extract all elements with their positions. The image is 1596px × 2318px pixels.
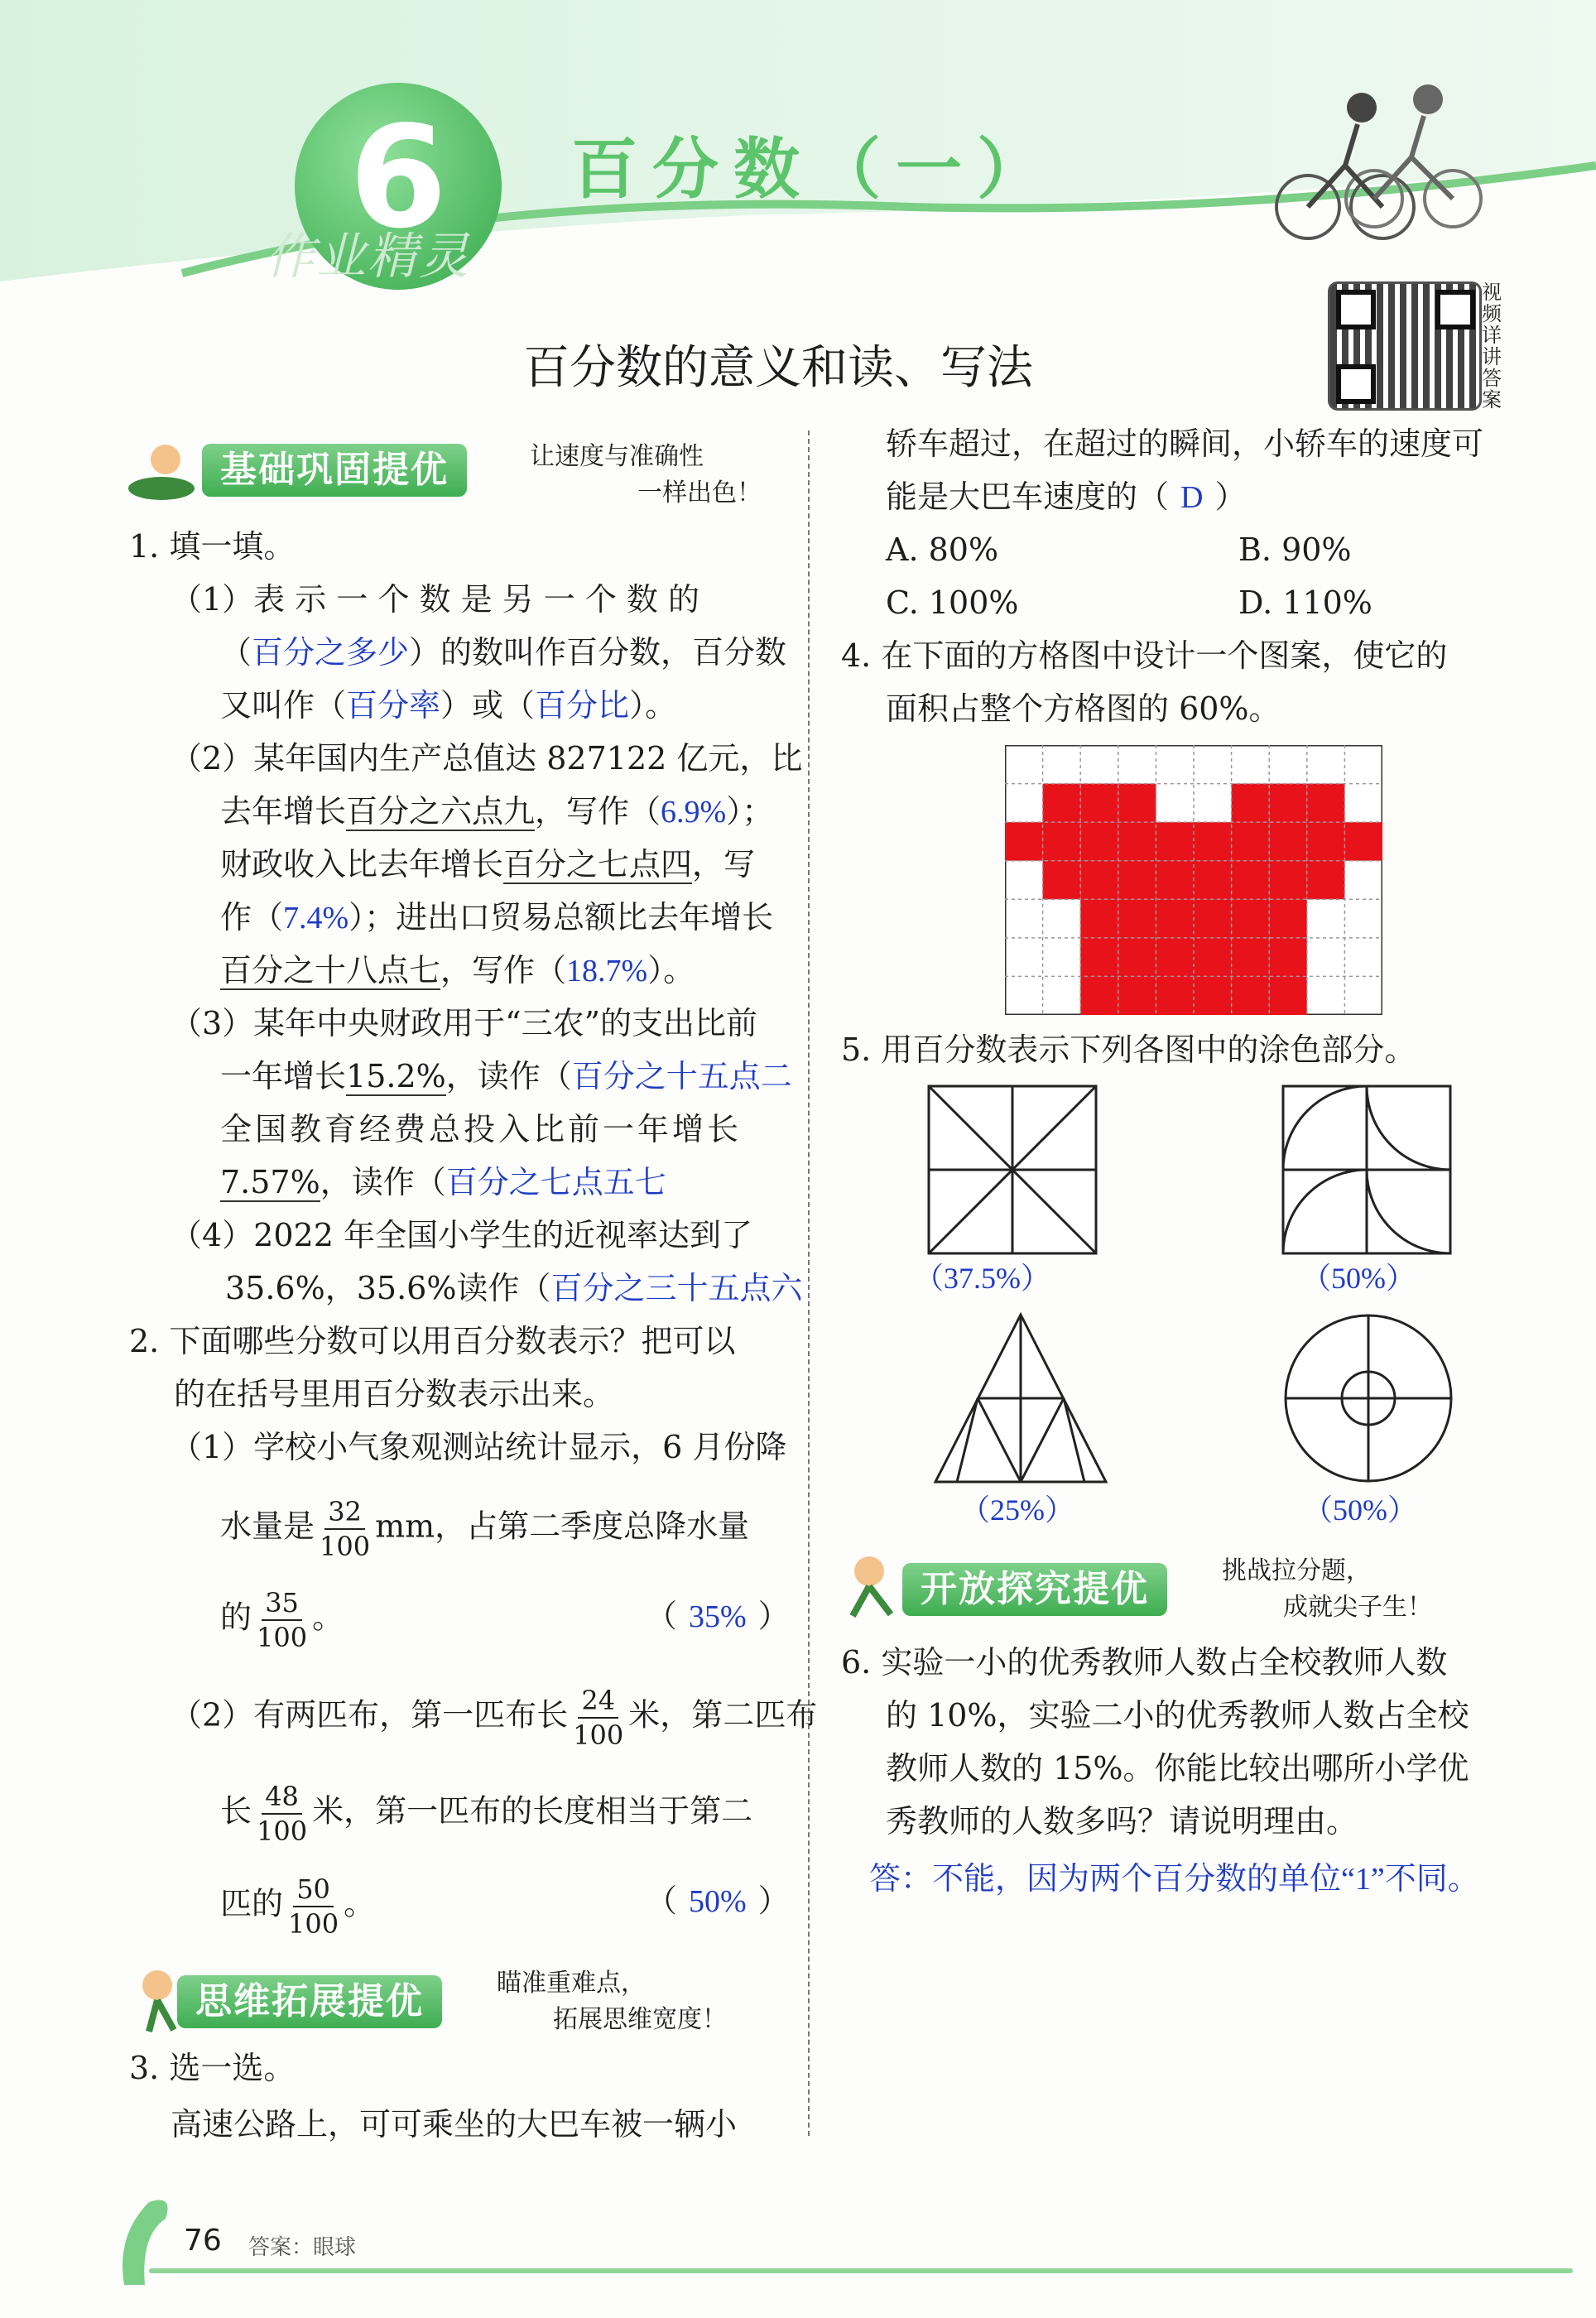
grid-cell-filled: [1232, 822, 1270, 861]
q3-option-c: C. 100%: [886, 584, 1019, 621]
fraction: $\frac{35}{100}$: [257, 1587, 308, 1653]
q1-stem: 1. 填一填。: [129, 528, 296, 565]
grid-cell-filled: [1043, 822, 1081, 861]
answer: 6.9%: [661, 795, 727, 830]
figure3-answer: （25%）: [960, 1493, 1074, 1527]
grid-cell-filled: [1043, 861, 1081, 900]
grid-cell-filled: [1194, 899, 1232, 938]
grid-cell-filled: [1307, 822, 1345, 861]
fraction: $\frac{50}{100}$: [288, 1873, 339, 1940]
q2-p1-line3: 的 $\frac{35}{100}$ 。: [220, 1587, 344, 1653]
grid-cell-filled: [1269, 938, 1307, 977]
figure2-answer: （50%）: [1301, 1262, 1416, 1295]
figure-concentric-circles: [1281, 1311, 1455, 1485]
section-open-title: 开放探究提优: [902, 1563, 1167, 1616]
grid-cell-filled: [1080, 784, 1118, 823]
grid-cell-filled: [1118, 899, 1156, 938]
grid-cell-filled: [1194, 822, 1232, 861]
q1-p1-line3: 又叫作（百分率）或（百分比）。: [220, 687, 677, 724]
q3-option-b: B. 90%: [1238, 531, 1352, 568]
q2-stem-line1: 2. 下面哪些分数可以用百分数表示？把可以: [129, 1323, 736, 1359]
grid-cell-filled: [1118, 784, 1156, 823]
grid-cell-filled: [1269, 899, 1307, 938]
chapter-number: 6: [349, 96, 448, 260]
grid-cell-filled: [1156, 938, 1194, 977]
answer: 百分之十五点二: [571, 1060, 792, 1094]
q1-p4-line2: 35.6%，35.6%读作（百分之三十五点六: [225, 1270, 803, 1306]
figure-square-arcs: [1281, 1084, 1452, 1255]
footer-note: 答案：眼球: [248, 2235, 357, 2260]
grid-cell-filled: [1344, 822, 1382, 861]
q6-answer: 答：不能，因为两个百分数的单位“1”不同。: [869, 1862, 1479, 1897]
q1-p2-line3: 财政收入比去年增长百分之七点四，写: [220, 846, 756, 882]
q3-line1: 高速公路上，可可乘坐的大巴车被一辆小: [171, 2106, 738, 2142]
grid-cell-filled: [1269, 822, 1307, 861]
grid-cell-filled: [1118, 938, 1156, 977]
q6-line4: 秀教师的人数多吗？请说明理由。: [886, 1803, 1358, 1839]
section-basic-slogan-1: 让速度与准确性: [530, 442, 704, 471]
q2-p2-line3: 匹的 $\frac{50}{100}$ 。: [220, 1873, 376, 1940]
q1-p3-line4: 7.57%，读作（百分之七点五七: [220, 1164, 666, 1200]
grid-cell-filled: [1080, 861, 1118, 900]
q3-line2: 轿车超过，在超过的瞬间，小轿车的速度可: [886, 426, 1484, 462]
section-basic-slogan-2: 一样出色！: [637, 479, 762, 507]
q3-stem: 3. 选一选。: [129, 2050, 296, 2086]
grid-cell-filled: [1118, 822, 1156, 861]
q2-stem-line2: 的在括号里用百分数表示出来。: [174, 1376, 615, 1412]
section-thinking-slogan-1: 瞄准重难点，: [497, 1969, 646, 1998]
grid-cell-filled: [1080, 822, 1118, 861]
figure-square-triangles: [927, 1084, 1098, 1255]
dolphin-icon: [108, 2186, 182, 2293]
answer: 百分之三十五点六: [550, 1272, 803, 1306]
q1-p3-line1: （3）某年中央财政用于“三农”的支出比前: [171, 1005, 758, 1041]
q2-p2-answer: （ 50% ）: [646, 1883, 790, 1919]
grid-cell-filled: [1080, 976, 1118, 1015]
answer: 百分之七点五七: [445, 1166, 666, 1200]
q4-line2: 面积占整个方格图的 60%。: [886, 690, 1281, 727]
section-thinking-slogan-2: 拓展思维宽度！: [553, 2005, 727, 2034]
q1-p3-line2: 一年增长15.2%，读作（百分之十五点二: [220, 1058, 792, 1094]
column-divider: [808, 430, 810, 2136]
grid-cell-filled: [1005, 822, 1043, 861]
q2-p2-line2: 长 $\frac{48}{100}$ 米，第一匹布的长度相当于第二: [220, 1781, 753, 1847]
q1-p2-line2: 去年增长百分之六点九，写作（6.9%）；: [220, 793, 774, 830]
answer: 百分率: [346, 689, 441, 724]
grid-cell-filled: [1043, 784, 1081, 823]
q1-p1-line2: （百分之多少）的数叫作百分数，百分数: [220, 634, 787, 671]
answer: 50%: [689, 1884, 747, 1919]
grid-cell-filled: [1080, 899, 1118, 938]
grid-cell-filled: [1118, 861, 1156, 900]
grid-cell-filled: [1307, 784, 1345, 823]
fraction: $\frac{24}{100}$: [573, 1685, 624, 1751]
page-number: 76: [184, 2224, 222, 2258]
grid-cell-filled: [1156, 899, 1194, 938]
figure-triangle: [932, 1311, 1109, 1485]
section-thinking-title: 思维拓展提优: [177, 1975, 442, 2028]
fraction: $\frac{48}{100}$: [257, 1781, 308, 1847]
section-open-slogan-1: 挑战拉分题，: [1222, 1556, 1371, 1585]
q6-line3: 教师人数的 15%。你能比较出哪所小学优: [886, 1750, 1469, 1787]
q1-p2-line5: 百分之十八点七，写作（18.7%）。: [220, 952, 695, 988]
section-basic-title: 基础巩固提优: [202, 444, 467, 497]
chapter-title: 百分数（一）: [571, 131, 1058, 208]
q3-option-d: D. 110%: [1238, 584, 1372, 621]
q2-p1-answer: （ 35% ）: [646, 1598, 790, 1634]
grid-cell-filled: [1194, 938, 1232, 977]
q2-p2-line1: （2）有两匹布，第一匹布长 $\frac{24}{100}$ 米，第二匹布: [171, 1685, 818, 1751]
grid-cell-filled: [1194, 976, 1232, 1015]
grid-cell-filled: [1269, 784, 1307, 823]
grid-cell-filled: [1118, 976, 1156, 1015]
q5-stem: 5. 用百分数表示下列各图中的涂色部分。: [841, 1032, 1416, 1068]
explorer-mascot-icon: [836, 1553, 911, 1619]
q6-line2: 的 10%，实验二小的优秀教师人数占全校: [886, 1697, 1469, 1734]
grid-cell-filled: [1156, 822, 1194, 861]
q2-p1-line2: 水量是 $\frac{32}{100}$ mm，占第二季度总降水量: [220, 1496, 750, 1562]
grid-cell-filled: [1307, 861, 1345, 900]
qr-finder-3: [1336, 364, 1376, 404]
footer-rule: [149, 2268, 1573, 2273]
grid-cell-filled: [1232, 938, 1270, 977]
answer: 7.4%: [283, 901, 349, 935]
fraction: $\frac{32}{100}$: [320, 1496, 371, 1562]
q4-line1: 4. 在下面的方格图中设计一个图案，使它的: [841, 637, 1448, 674]
skater-mascot-icon: [124, 439, 199, 505]
q3-option-a: A. 80%: [886, 531, 999, 568]
grid-cell-filled: [1232, 861, 1270, 900]
grid-cell-filled: [1194, 861, 1232, 900]
answer: 18.7%: [566, 954, 648, 988]
watermark-logo: 作业精灵: [265, 228, 470, 286]
q6-line1: 6. 实验一小的优秀教师人数占全校教师人数: [841, 1644, 1448, 1681]
q3-line3: 能是大巴车速度的（ D ）: [886, 479, 1247, 515]
qr-finder-2: [1435, 290, 1475, 329]
grid-cell-filled: [1232, 976, 1270, 1015]
q1-p1-line1: （1）表 示 一 个 数 是 另 一 个 数 的: [171, 581, 699, 618]
q2-p1-line1: （1）学校小气象观测站统计显示，6 月份降: [171, 1429, 787, 1465]
q1-p2-line4: 作（7.4%）；进出口贸易总额比去年增长: [220, 899, 774, 935]
grid-cell-filled: [1269, 976, 1307, 1015]
grid-cell-filled: [1232, 784, 1270, 823]
section-open-slogan-2: 成就尖子生！: [1283, 1593, 1432, 1622]
grid-cell-filled: [1232, 899, 1270, 938]
grid-cell-filled: [1156, 861, 1194, 900]
answer: D: [1180, 480, 1204, 515]
lesson-title: 百分数的意义和读、写法: [523, 341, 1033, 395]
answer: 35%: [689, 1599, 747, 1634]
grid-cell-filled: [1080, 938, 1118, 977]
cyclists-illustration: [1275, 75, 1490, 257]
grid-cell-filled: [1269, 861, 1307, 900]
grid-cell-filled: [1156, 976, 1194, 1015]
q1-p2-line1: （2）某年国内生产总值达 827122 亿元，比: [171, 740, 803, 777]
figure1-answer: （37.5%）: [914, 1262, 1050, 1295]
q1-p3-line3: 全国教育经费总投入比前一年增长: [220, 1111, 743, 1147]
qr-finder-1: [1336, 290, 1376, 329]
design-grid[interactable]: [1005, 745, 1382, 1015]
q1-p4-line1: （4）2022 年全国小学生的近视率达到了: [171, 1217, 752, 1253]
answer: 百分之多少: [252, 636, 410, 671]
answer: 百分比: [535, 689, 630, 724]
figure4-answer: （50%）: [1303, 1493, 1417, 1527]
qr-caption: 视频详讲答案: [1482, 281, 1502, 411]
